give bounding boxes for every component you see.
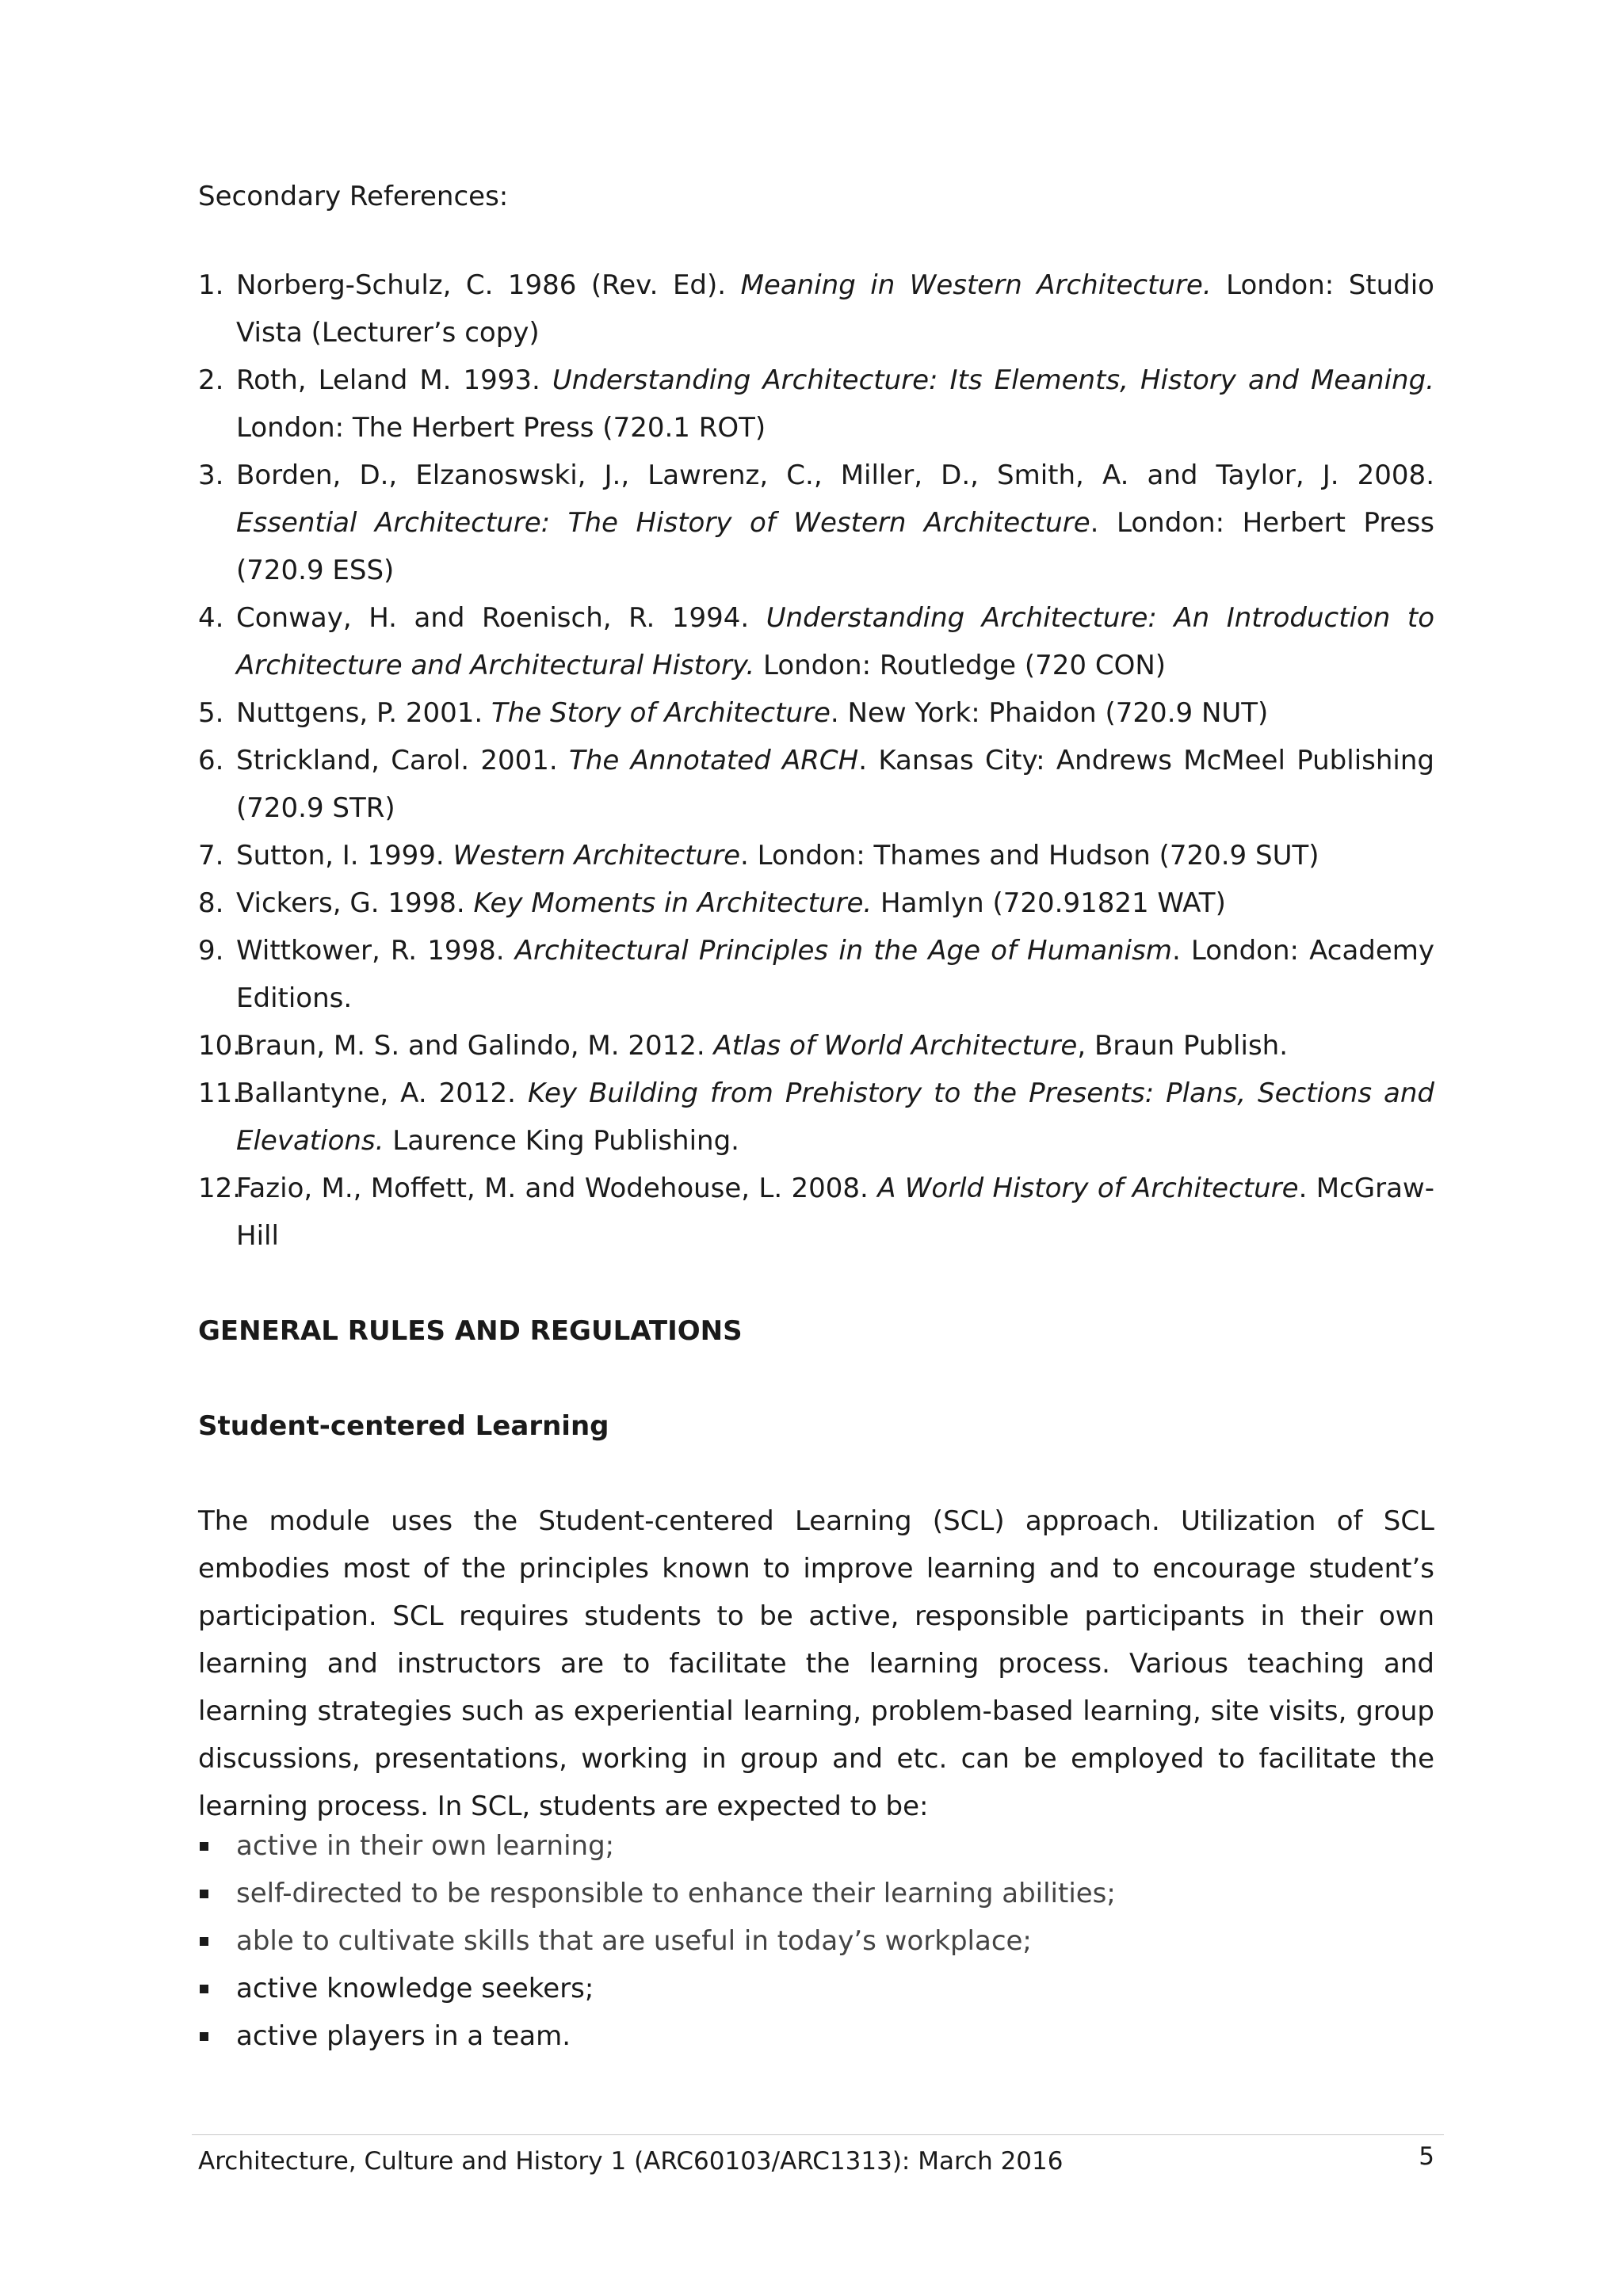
- reference-item: [198, 357, 1434, 452]
- reference-publisher: . New York: Phaidon (720.9 NUT): [830, 697, 1269, 729]
- reference-publisher: Laurence King Publishing.: [384, 1125, 739, 1157]
- reference-item: [198, 689, 1434, 737]
- reference-authors: Nuttgens, P. 2001.: [236, 697, 491, 729]
- list-item: [198, 2012, 1116, 2060]
- reference-number: 8.: [198, 887, 224, 919]
- reference-authors: Borden, D., Elzanoswski, J., Lawrenz, C., Miller, D., Smith, A. and Taylor, J. 2008.: [236, 460, 1434, 491]
- reference-item: [198, 452, 1434, 594]
- scl-heading: Student-centered Learning: [198, 1410, 609, 1442]
- reference-publisher: . London: Herbert Press (720.9 ESS): [236, 507, 1434, 586]
- reference-authors: Fazio, M., Moffett, M. and Wodehouse, L. 2008.: [236, 1173, 878, 1204]
- reference-item: [198, 879, 1434, 927]
- reference-authors: Roth, Leland M. 1993.: [236, 364, 552, 396]
- reference-publisher: . London: Academy Editions.: [236, 935, 1435, 1014]
- scl-paragraph: The module uses the Student-centered Learning (SCL) approach. Utilization of SCL embodies most of the principles known to improve learning and to encourage student’s participation. SCL requires students to be active, responsible participants in their own learning and instructors are to facilitate the learning process. Various teaching and learning strategies such as experiential learning, problem-based learning, site visits, group discussions, presentations, working in group and etc. can be employed to facilitate the learning process. In SCL, students are expected to be:: [198, 1505, 1434, 1822]
- list-item-text: able to cultivate skills that are useful in today’s workplace;: [236, 1925, 1032, 1957]
- reference-number: 9.: [198, 935, 224, 967]
- reference-authors: Strickland, Carol. 2001.: [236, 745, 570, 776]
- reference-number: 4.: [198, 602, 224, 634]
- list-item: [198, 1965, 1116, 2012]
- reference-list: [198, 261, 1434, 1260]
- reference-number: 11.: [198, 1077, 242, 1109]
- reference-publisher: . London: Thames and Hudson (720.9 SUT): [740, 840, 1319, 871]
- reference-authors: Braun, M. S. and Galindo, M. 2012.: [236, 1030, 714, 1062]
- reference-title: Meaning in Western Architecture.: [740, 269, 1212, 301]
- reference-publisher: Hamlyn (720.91821 WAT): [872, 887, 1226, 919]
- reference-title: The Annotated ARCH: [569, 745, 859, 776]
- footer-divider: [192, 2134, 1444, 2135]
- reference-item: [198, 261, 1434, 357]
- list-item-text: active players in a team.: [236, 2020, 571, 2052]
- reference-publisher: , Braun Publish.: [1077, 1030, 1289, 1062]
- reference-number: 1.: [198, 269, 224, 301]
- reference-number: 12.: [198, 1173, 242, 1204]
- reference-title: Key Moments in Architecture.: [473, 887, 873, 919]
- reference-authors: Wittkower, R. 1998.: [236, 935, 515, 967]
- reference-authors: Norberg-Schulz, C. 1986 (Rev. Ed).: [236, 269, 741, 301]
- document-page: [198, 0, 1434, 2296]
- reference-title: Understanding Architecture: An Introduction to Architecture and Architectural History.: [236, 602, 1434, 681]
- reference-title: A World History of Architecture: [877, 1173, 1299, 1204]
- secondary-references-heading: Secondary References:: [198, 181, 509, 212]
- reference-number: 5.: [198, 697, 224, 729]
- reference-number: 3.: [198, 460, 224, 491]
- list-item: [198, 1822, 1116, 1870]
- square-bullet-icon: [200, 2032, 208, 2041]
- reference-title: Architectural Principles in the Age of Humanism: [514, 935, 1172, 967]
- reference-item: [198, 832, 1434, 879]
- reference-publisher: London: Studio Vista (Lecturer’s copy): [236, 269, 1434, 349]
- square-bullet-icon: [200, 1842, 208, 1851]
- reference-item: [198, 1022, 1434, 1070]
- scl-expectations-list: [198, 1822, 1116, 2060]
- reference-publisher: . McGraw-Hill: [236, 1173, 1434, 1252]
- reference-title: The Story of Architecture: [491, 697, 831, 729]
- reference-title: Key Building from Prehistory to the Presents: Plans, Sections and Elevations.: [236, 1077, 1434, 1157]
- footer-course-info: Architecture, Culture and History 1 (ARC60103/ARC1313): March 2016: [198, 2147, 1064, 2176]
- reference-number: 6.: [198, 745, 224, 776]
- reference-publisher: London: The Herbert Press (720.1 ROT): [236, 412, 766, 444]
- reference-number: 7.: [198, 840, 224, 871]
- reference-number: 2.: [198, 364, 224, 396]
- list-item: [198, 1917, 1116, 1965]
- reference-item: [198, 737, 1434, 832]
- reference-number: 10.: [198, 1030, 242, 1062]
- reference-title: Understanding Architecture: Its Elements, History and Meaning.: [552, 364, 1434, 396]
- list-item-text: self-directed to be responsible to enhance their learning abilities;: [236, 1878, 1116, 1909]
- general-rules-heading: GENERAL RULES AND REGULATIONS: [198, 1315, 743, 1347]
- reference-item: [198, 1165, 1434, 1260]
- reference-authors: Sutton, I. 1999.: [236, 840, 453, 871]
- reference-item: [198, 594, 1434, 689]
- reference-title: Western Architecture: [453, 840, 741, 871]
- square-bullet-icon: [200, 1985, 208, 1993]
- list-item-text: active knowledge seekers;: [236, 1973, 594, 2004]
- square-bullet-icon: [200, 1937, 208, 1946]
- reference-publisher: London: Routledge (720 CON): [754, 650, 1167, 681]
- list-item: [198, 1870, 1116, 1917]
- reference-authors: Vickers, G. 1998.: [236, 887, 474, 919]
- reference-authors: Ballantyne, A. 2012.: [236, 1077, 528, 1109]
- list-item-text: active in their own learning;: [236, 1830, 615, 1862]
- reference-title: Atlas of World Architecture: [713, 1030, 1078, 1062]
- reference-item: [198, 1070, 1434, 1165]
- reference-publisher: . Kansas City: Andrews McMeel Publishing (720.9 STR): [236, 745, 1434, 824]
- page-number: 5: [1419, 2142, 1434, 2171]
- reference-authors: Conway, H. and Roenisch, R. 1994.: [236, 602, 766, 634]
- reference-title: Essential Architecture: The History of Western Architecture: [236, 507, 1090, 539]
- square-bullet-icon: [200, 1890, 208, 1898]
- reference-item: [198, 927, 1434, 1022]
